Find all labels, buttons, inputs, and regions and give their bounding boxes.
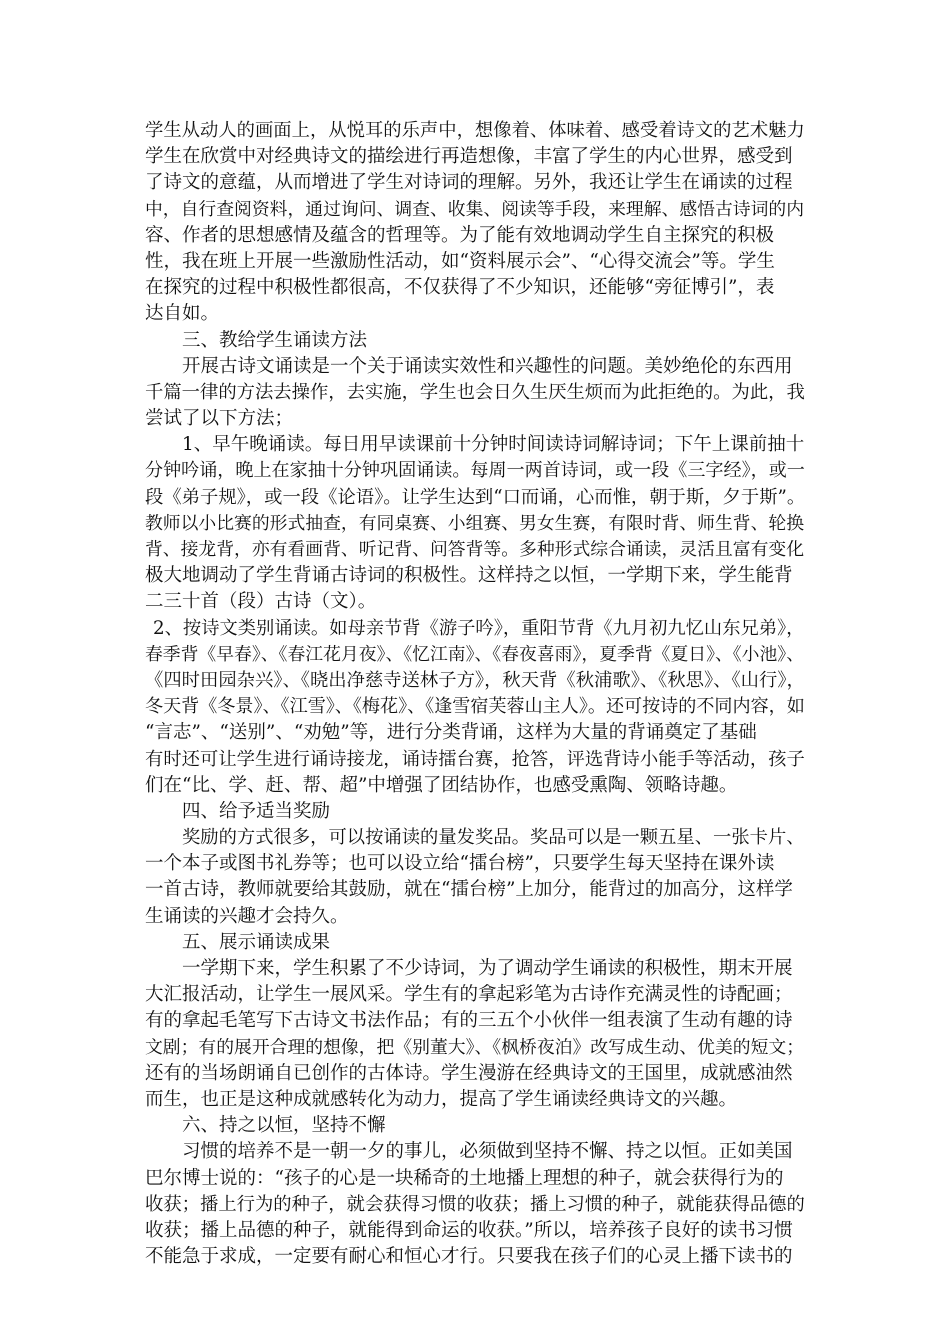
text-line: 教师以小比赛的形式抽查，有同桌赛、小组赛、男女生赛，有限时背、师生背、轮换 bbox=[145, 512, 805, 534]
text-line: 大汇报活动，让学生一展风采。学生有的拿起彩笔为古诗作充满灵性的诗配画； bbox=[145, 984, 793, 1006]
text-line: 而生，也正是这种成就感转化为动力，提高了学生诵读经典诗文的兴趣。 bbox=[145, 1088, 738, 1110]
text-line: 学生在欣赏中对经典诗文的描绘进行再造想像，丰富了学生的内心世界，感受到 bbox=[145, 146, 793, 168]
text-line: 有的拿起毛笔写下古诗文书法作品；有的三五个小伙伴一组表演了生动有趣的诗 bbox=[145, 1010, 793, 1032]
text-line: 1、早午晚诵读。每日用早读课前十分钟时间读诗词解诗词；下午上课前抽十 bbox=[182, 434, 805, 456]
text-line: 极大地调动了学生背诵古诗词的积极性。这样持之以恒，一学期下来，学生能背 bbox=[145, 565, 793, 587]
text-line: 生诵读的兴趣才会持久。 bbox=[145, 905, 349, 927]
text-line: 一首古诗，教师就要给其鼓励，就在“擂台榜”上加分，能背过的加高分，这样学 bbox=[145, 879, 793, 901]
text-line: 达自如。 bbox=[145, 303, 220, 325]
text-line: 2、按诗文类别诵读。如母亲节背《游子吟》，重阳节背《九月初九忆山东兄弟》， bbox=[153, 617, 805, 639]
text-line: 性，我在班上开展一些激励性活动，如“资料展示会”、“心得交流会”等。学生 bbox=[145, 250, 775, 272]
text-line: 开展古诗文诵读是一个关于诵读实效性和兴趣性的问题。美妙绝伦的东西用 bbox=[182, 355, 793, 377]
text-line: 文剧；有的展开合理的想像，把《别董大》、《枫桥夜泊》改写成生动、优美的短文； bbox=[145, 1036, 805, 1058]
text-line: 了诗文的意蕴，从而增进了学生对诗词的理解。另外，我还让学生在诵读的过程 bbox=[145, 172, 793, 194]
text-line: 在探究的过程中积极性都很高，不仅获得了不少知识，还能够“旁征博引”，表 bbox=[145, 277, 775, 299]
text-line: 段《弟子规》，或一段《论语》。让学生达到“口而诵，心而惟，朝于斯，夕于斯”。 bbox=[145, 486, 806, 508]
text-line: 千篇一律的方法去操作，去实施，学生也会日久生厌生烦而为此拒绝的。为此，我 bbox=[145, 381, 805, 403]
text-line: 冬天背《冬景》、《江雪》、《梅花》、《逢雪宿芙蓉山主人》。还可按诗的不同内容，如 bbox=[145, 696, 805, 718]
text-line: 背、接龙背，亦有看画背、听记背、问答背等。多种形式综合诵读，灵活且富有变化 bbox=[145, 539, 805, 560]
text-line: 学生从动人的画面上，从悦耳的乐声中，想像着、体味着、感受着诗文的艺术魅力 bbox=[145, 120, 805, 141]
text-line: 巴尔博士说的：“孩子的心是一块稀奇的土地播上理想的种子，就会获得行为的 bbox=[145, 1167, 784, 1189]
text-line: 们在“比、学、赶、帮、超”中增强了团结协作，也感受熏陶、领略诗趣。 bbox=[145, 774, 738, 796]
text-line: 分钟吟诵，晚上在家抽十分钟巩固诵读。每周一两首诗词，或一段《三字经》，或一 bbox=[145, 460, 805, 482]
text-line: 三、教给学生诵读方法 bbox=[182, 329, 368, 351]
text-line: 不能急于求成，一定要有耐心和恒心才行。只要我在孩子们的心灵上播下读书的 bbox=[145, 1246, 793, 1268]
text-line: 收获；播上品德的种子，就能得到命运的收获。”所以，培养孩子良好的读书习惯 bbox=[145, 1219, 793, 1241]
text-line: “言志”、“送别”、“劝勉”等，进行分类背诵，这样为大量的背诵奠定了基础 bbox=[145, 722, 757, 744]
text-line: 容、作者的思想感情及蕴含的哲理等。为了能有效地调动学生自主探究的积极 bbox=[145, 224, 775, 246]
text-line: 五、展示诵读成果 bbox=[182, 931, 331, 953]
text-line: 有时还可让学生进行诵诗接龙，诵诗擂台赛，抢答，评选背诗小能手等活动，孩子 bbox=[145, 748, 805, 770]
text-line: 一个本子或图书礼券等；也可以设立给“擂台榜”，只要学生每天坚持在课外读 bbox=[145, 853, 775, 875]
text-line: 春季背《早春》、《春江花月夜》、《忆江南》、《春夜喜雨》，夏季背《夏日》、《小池》、 bbox=[145, 643, 805, 665]
text-line: 奖励的方式很多，可以按诵读的量发奖品。奖品可以是一颗五星、一张卡片、 bbox=[182, 827, 805, 849]
text-line: 六、持之以恒，坚持不懈 bbox=[182, 1115, 386, 1137]
text-line: 收获；播上行为的种子，就会获得习惯的收获；播上习惯的种子，就能获得品德的 bbox=[145, 1193, 805, 1215]
text-line: 二三十首（段）古诗（文）。 bbox=[145, 591, 377, 613]
text-line: 还有的当场朗诵自已创作的古体诗。学生漫游在经典诗文的王国里，成就感油然 bbox=[145, 1062, 793, 1084]
text-line: 一学期下来，学生积累了不少诗词，为了调动学生诵读的积极性，期末开展 bbox=[182, 958, 793, 979]
text-line: 习惯的培养不是一朝一夕的事儿，必须做到坚持不懈、持之以恒。正如美国 bbox=[182, 1141, 793, 1163]
text-line: 中，自行查阅资料，通过询问、调查、收集、阅读等手段，来理解、感悟古诗词的内 bbox=[145, 198, 805, 220]
text-line: 尝试了以下方法； bbox=[145, 408, 294, 430]
text-line: 四、给予适当奖励 bbox=[182, 800, 331, 822]
document-page bbox=[145, 118, 805, 1270]
text-line: 《四时田园杂兴》、《晓出净慈寺送林子方》，秋天背《秋浦歌》、《秋思》、《山行》， bbox=[145, 669, 805, 691]
